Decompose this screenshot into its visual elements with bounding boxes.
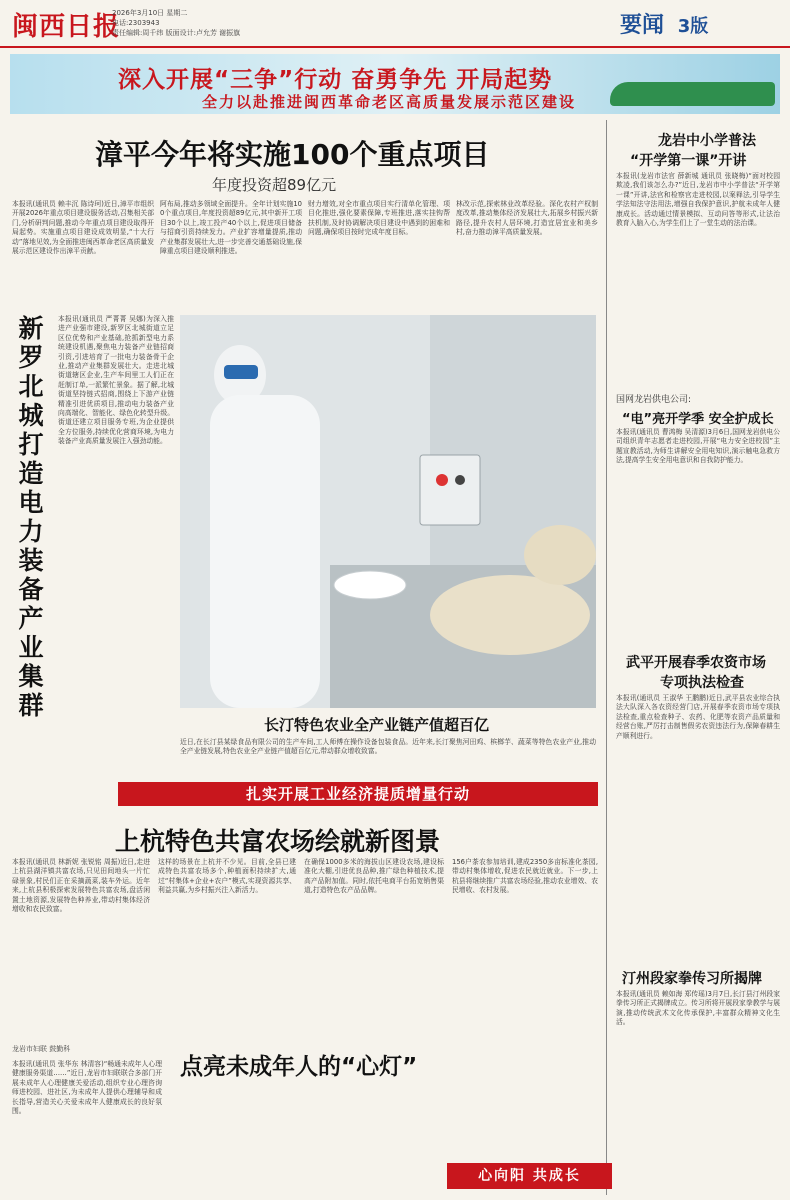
story2-column-1: 本报讯(通讯员 林新妮 张锐铭 周振)近日,走进上杭县湖洋镇共富农场,只见田间地头一片忙碌景象,村民们正在采摘蔬菜,装车外运。近年来,上杭县积极探索发展特色共富农场,盘活闲置土地资源,发展特色种养业,带动村集体经济增收和农民致富。	[12, 858, 150, 914]
phone: 电话:2303943	[112, 19, 160, 27]
story2-column-3: 在确保1000多米的海拔山区建设农场,建设标准化大棚,引进优良品种,推广绿色种植技术,提高产品附加值。同时,依托电商平台拓宽销售渠道,打造特色农产品品牌。	[304, 858, 444, 895]
lead-column-2: 阿布局,推动多领域全面提升。全年计划实施100个重点项目,年度投资超89亿元,其中新开工项目30个以上,竣工投产40个以上,促进项目储备与招商引资持续发力。产业扩容增量提质,推动产业集群发展壮大,进一步完善交通基础设施,保障重点项目建设顺利推进。	[160, 200, 302, 256]
right-story3-body: 本报讯(通讯员 王淑华 王鹏鹏)近日,武平县农业综合执法大队深入各农资经营门店,开展春季农资市场专项执法检查,重点检查种子、农药、化肥等农资产品质量和经营台账,严厉打击制售假劣农资违法行为,保障春耕生产顺利进行。	[616, 694, 780, 740]
right-story1-headline-2: “开学第一课”开讲	[630, 153, 747, 169]
lead-column-1: 本报讯(通讯员 赖丰沉 陈诗珂)近日,漳平市组织开展2026年重点项目建设服务活动,召集相关部门,分析研判问题,推动今年重点项目建设取得开局起势。实施重点项目建设成效明显,“十大行动”落地见效,为全面推进闽西革命老区高质量发展示范区建设作出漳平贡献。	[12, 200, 154, 256]
right-story3-headline-2: 专项执法检查	[660, 675, 744, 691]
column-divider	[606, 120, 607, 1195]
right-story3-headline-1: 武平开展春季农资市场	[626, 655, 766, 671]
industry-banner	[118, 782, 598, 806]
masthead	[0, 0, 790, 48]
photo-caption: 长汀特色农业全产业链产值超百亿	[264, 716, 490, 734]
banner-subtitle: 全力以赴推进闽西革命老区高质量发展示范区建设	[202, 93, 577, 111]
right-story2-headline: “电”亮开学季 安全护成长	[622, 412, 774, 427]
issue-date: 2026年3月10日 星期二	[112, 9, 188, 17]
industry-banner-text: 扎实开展工业经济提质增量行动	[245, 785, 470, 803]
editors: 责任编辑:周千纬 版面设计:卢允芳 谢振旗	[112, 29, 241, 37]
lead-column-4: 林改示范,探索林业改革经验。深化农村产权制度改革,推动集体经济发展壮大,拓展乡村振兴新路径,提升农村人居环境,打造宜居宜业和美乡村,奋力推动漳平高质量发展。	[456, 200, 598, 237]
right-story1-body: 本报讯(龙岩市法官 薛新城 通讯员 张晓梅)“面对校园欺凌,我们该怎么办?”近日,龙岩市中小学普法“开学第一课”开讲,法官和检察官走进校园,以案释法,引导学生学法知法守法用法,增强自我保护意识,护航未成年人健康成长。活动通过情景模拟、互动问答等形式,让法治教育入脑入心,为学生们上了一堂生动的法治课。	[616, 172, 780, 228]
lead-column-3: 财力增效,对全市重点项目实行清单化管理、项目化推进,强化要素保障,专班推进,落实挂钩帮扶机制,及时协调解决项目建设中遇到的困难和问题,确保项目按时完成年度目标。	[308, 200, 450, 237]
story2-column-2: 这样的场景在上杭并不少见。目前,全县已建成特色共富农场多个,种植面积持续扩大,通过“村集体+企业+农户”模式,实现资源共享、利益共赢,为乡村振兴注入新活力。	[158, 858, 296, 895]
masthead-info	[112, 8, 312, 38]
page-number: 3版	[677, 16, 709, 37]
story3-kicker: 龙岩市妇联 鼓勤科	[12, 1045, 71, 1053]
story3-headline: 点亮未成年人的“心灯”	[180, 1054, 418, 1080]
story3-body: 本报讯(通讯员 张华东 林清容)“畅通未成年人心理健康服务渠道……”近日,龙岩市妇联联合多部门开展未成年人心理健康关爱活动,组织专业心理咨询师进校园、进社区,为未成年人提供心理辅导和成长指导,营造关心关爱未成年人健康成长的良好氛围。	[12, 1060, 162, 1116]
story2-column-4: 156户茶农参加培训,建成2350多亩标准化茶园,带动村集体增收,促进农民就近就业。下一步,上杭县将继续推广共富农场经验,推动农业增效、农民增收、农村发展。	[452, 858, 598, 895]
photo-description: 近日,在长汀县某绿食品有限公司的生产车间,工人师傅在操作设备包装食品。近年来,长汀聚焦河田鸡、槟榔芋、蔬菜等特色农业产业,推动全产业链发展,特色农业全产业链产值超百亿元,带动群众增收致富。	[180, 738, 596, 756]
newspaper-logo: 闽西日报	[12, 12, 121, 42]
factory-photo	[180, 315, 596, 708]
right-story4-headline: 汀州段家拳传习所揭牌	[622, 971, 762, 987]
lead-headline: 漳平今年将实施100个重点项目	[95, 138, 490, 171]
right-story2-body: 本报讯(通讯员 曹鸿梅 吴清源)3月6日,国网龙岩供电公司组织青年志愿者走进校园,开展“电力安全进校园”主题宣教活动,为师生讲解安全用电知识,演示触电急救方法,提高学生安全用电意识和自我防护能力。	[616, 428, 780, 465]
lead-subhead: 年度投资超89亿元	[212, 176, 337, 194]
banner-title: 深入开展“三争”行动 奋勇争先 开局起势	[118, 67, 553, 93]
theme-banner	[10, 54, 780, 114]
train-illustration	[610, 82, 775, 106]
right-story1-headline-1: 龙岩中小学普法	[658, 133, 756, 149]
side-story-body: 本报讯(通讯员 严菁菁 吴娜)为深入推进产业强市建设,新罗区北城街道立足区位优势和产业基础,抢抓新型电力系统建设机遇,聚焦电力装备产业链招商引资,引进培育了一批电力装备骨干企业,推动产业集群发展壮大。走进北城街道辖区企业,生产车间里工人们正在赶制订单,一派繁忙景象。据了解,北城街道坚持链式招商,围绕上下游产业链精准引进优质项目,推动电力装备产业向高端化、智能化、绿色化转型升级。街道还建立项目服务专班,为企业提供全方位服务,持续优化营商环境,为电力装备产业高质量发展注入强劲动能。	[58, 315, 174, 446]
section-name: 要闻	[620, 13, 665, 38]
factory-photo-graphic	[180, 315, 596, 708]
story2-headline: 上杭特色共富农场绘就新图景	[115, 827, 441, 856]
right-story2-kicker: 国网龙岩供电公司:	[616, 395, 692, 405]
slogan-badge: 心向阳 共成长	[447, 1163, 612, 1189]
side-headline-vertical: 新罗北城打造电力装备产业集群	[18, 314, 44, 720]
section-title	[620, 8, 708, 39]
right-story4-body: 本报讯(通讯员 赖如海 郑传瑶)3月7日,长汀县汀州段家拳传习所正式揭牌成立。传习所将开展段家拳教学与展演,推动传统武术文化传承保护,丰富群众精神文化生活。	[616, 990, 780, 1027]
